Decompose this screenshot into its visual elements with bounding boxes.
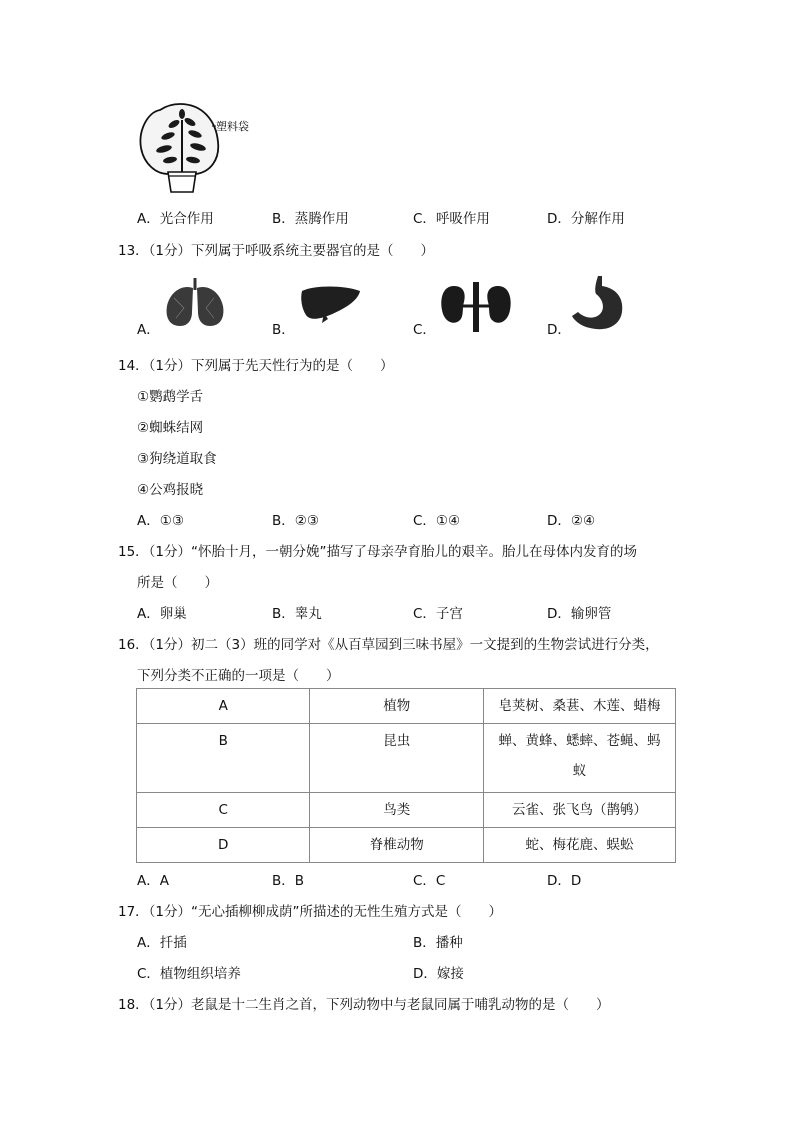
table-cell: 植物 [310, 689, 484, 724]
q15-option-c[interactable]: C．子宫 [413, 606, 463, 622]
q14-option-a[interactable]: A．①③ [137, 513, 184, 529]
q17-option-b[interactable]: B．播种 [413, 935, 463, 951]
q13-stem: 13．（1分）下列属于呼吸系统主要器官的是（ ） [118, 243, 435, 259]
q15-option-d[interactable]: D．输卵管 [547, 606, 612, 622]
q12-option-d[interactable]: D．分解作用 [547, 211, 625, 227]
q16-option-c[interactable]: C．C [413, 873, 446, 889]
q16-stem-line1: 16．（1分）初二（3）班的同学对《从百草园到三味书屋》一文提到的生物尝试进行分类， [118, 637, 659, 653]
q12-option-a[interactable]: A．光合作用 [137, 211, 214, 227]
table-cell: D [137, 828, 310, 863]
q17-option-d[interactable]: D．嫁接 [413, 966, 464, 982]
q14-item-3: ③狗绕道取食 [137, 451, 217, 467]
q14-item-4: ④公鸡报晓 [137, 482, 204, 498]
q16-option-d[interactable]: D．D [547, 873, 582, 889]
table-row [137, 793, 676, 828]
table-cell: B [137, 724, 310, 793]
q13-option-b[interactable]: B． [272, 322, 295, 338]
q12-option-b[interactable]: B．蒸腾作用 [272, 211, 349, 227]
table-cell: 皂荚树、桑葚、木莲、蜡梅 [484, 689, 676, 724]
stomach-icon [572, 276, 626, 332]
table-cell: 昆虫 [310, 724, 484, 793]
table-row [137, 689, 676, 724]
table-cell: 鸟类 [310, 793, 484, 828]
liver-icon [300, 285, 362, 329]
q13-option-c[interactable]: C． [413, 322, 436, 338]
q12-option-c[interactable]: C．呼吸作用 [413, 211, 490, 227]
q16-option-a[interactable]: A．A [137, 873, 169, 889]
q14-item-2: ②蜘蛛结网 [137, 420, 204, 436]
q17-option-c[interactable]: C．植物组织培养 [137, 966, 241, 982]
q14-stem: 14．（1分）下列属于先天性行为的是（ ） [118, 358, 394, 374]
q14-item-1: ①鹦鹉学舌 [137, 389, 204, 405]
plastic-bag-label: 塑料袋 [216, 120, 249, 133]
classification-table [136, 688, 676, 863]
q13-option-a[interactable]: A． [137, 322, 160, 338]
table-row [137, 828, 676, 863]
q16-stem-line2: 下列分类不正确的一项是（ ） [137, 668, 340, 684]
table-cell: C [137, 793, 310, 828]
q14-option-c[interactable]: C．①④ [413, 513, 461, 529]
kidneys-icon [440, 282, 512, 332]
q14-option-b[interactable]: B．②③ [272, 513, 319, 529]
table-cell: 脊椎动物 [310, 828, 484, 863]
table-cell: A [137, 689, 310, 724]
table-cell: 蝉、黄蜂、蟋蟀、苍蝇、蚂蚁 [484, 724, 676, 793]
table-cell: 蛇、梅花鹿、蜈蚣 [484, 828, 676, 863]
lungs-icon [164, 278, 226, 328]
q16-option-b[interactable]: B．B [272, 873, 305, 889]
q15-stem-line1: 15．（1分）“怀胎十月，一朝分娩”描写了母亲孕育胎儿的艰辛。胎儿在母体内发育的场 [118, 544, 638, 560]
table-row [137, 724, 676, 793]
q17-option-a[interactable]: A．扦插 [137, 935, 187, 951]
q15-option-b[interactable]: B．睾丸 [272, 606, 322, 622]
q13-option-d[interactable]: D． [547, 322, 571, 338]
q15-stem-line2: 所是（ ） [137, 575, 218, 591]
plant-in-bag-figure [138, 102, 228, 194]
table-cell: 云雀、张飞鸟（鹊鸲） [484, 793, 676, 828]
q18-stem: 18．（1分）老鼠是十二生肖之首，下列动物中与老鼠同属于哺乳动物的是（ ） [118, 997, 610, 1013]
q15-option-a[interactable]: A．卵巢 [137, 606, 187, 622]
q17-stem: 17．（1分）“无心插柳柳成荫”所描述的无性生殖方式是（ ） [118, 904, 503, 920]
q14-option-d[interactable]: D．②④ [547, 513, 596, 529]
